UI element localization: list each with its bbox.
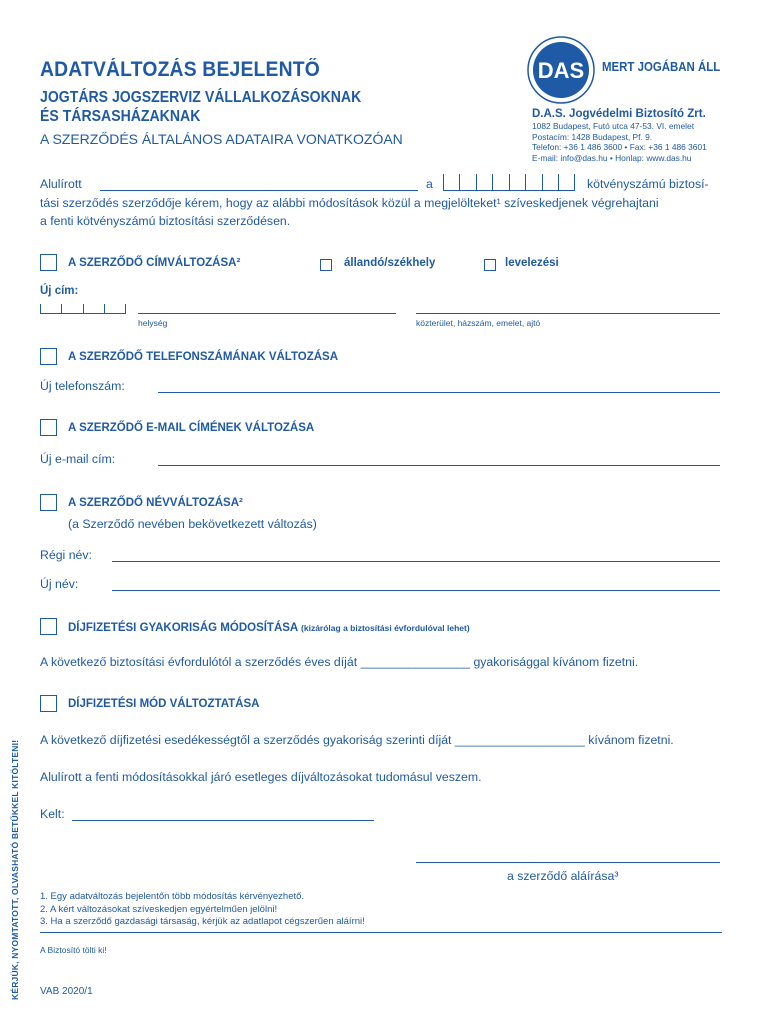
slogan: MERT JOGÁBAN ÁLL: [602, 59, 721, 74]
new-email-input-line[interactable]: [158, 465, 720, 466]
side-instruction: KÉRJÜK, NYOMTATOTT, OLVASHATÓ BETŰKKEL KITÖLTENI!: [10, 739, 20, 1000]
address-line: 1082 Budapest, Futó utca 47-53. VI. emelet: [532, 121, 695, 131]
address-line: Telefon: +36 1 486 3600 • Fax: +36 1 486 3601: [532, 142, 707, 153]
dated-label: Kelt:: [40, 807, 65, 821]
signature-line[interactable]: [416, 862, 720, 863]
email-change-label: A SZERZŐDŐ E-MAIL CÍMÉNEK VÁLTOZÁSA: [68, 422, 315, 434]
payment-method-label: DÍJFIZETÉSI MÓD VÁLTOZTATÁSA: [68, 698, 260, 710]
mailing-address-label: levelezési: [505, 257, 559, 269]
street-caption: közterület, házszám, emelet, ajtó: [416, 318, 541, 328]
email-change-checkbox[interactable]: [40, 419, 57, 436]
footnote: 2. A kért változásokat szíveskedjen egyértelműen jelölni!: [40, 903, 278, 915]
new-phone-input-line[interactable]: [158, 392, 720, 393]
phone-change-label: A SZERZŐDŐ TELEFONSZÁMÁNAK VÁLTOZÁSA: [68, 351, 339, 363]
frequency-text-b: gyakorisággal kívánom fizetni.: [473, 655, 639, 669]
subtitle-line3: A SZERZŐDÉS ÁLTALÁNOS ADATAIRA VONATKOZÓAN: [40, 131, 403, 147]
logo-text: DAS: [537, 58, 585, 83]
old-name-input-line[interactable]: [112, 561, 720, 562]
method-text-a: A következő díjfizetési esedékességtől a szerződés gyakoriság szerinti díját: [40, 733, 452, 747]
new-address-label: Új cím:: [40, 285, 79, 297]
footer-divider: [40, 932, 722, 933]
permanent-address-checkbox[interactable]: [320, 259, 332, 271]
address-line: Postacím: 1428 Budapest, Pf. 9.: [532, 131, 653, 142]
company-name: D.A.S. Jogvédelmi Biztosító Zrt.: [532, 108, 706, 120]
signature-caption: a szerződő aláírása³: [507, 869, 619, 883]
payment-method-text: [40, 731, 674, 750]
name-change-label: A SZERZŐDŐ NÉVVÁLTOZÁSA²: [68, 497, 243, 509]
intro-line2: tási szerződés szerződője kérem, hogy az alábbi módosítások közül a megjelölteket¹ szíveskedjenek végrehajtani: [40, 196, 659, 210]
new-name-input-line[interactable]: [112, 590, 720, 591]
new-name-label: Új név:: [40, 577, 79, 591]
company-address: [532, 121, 707, 163]
method-text-b: kívánom fizetni.: [588, 733, 674, 747]
frequency-text-a: A következő biztosítási évfordulótól a szerződés éves díját: [40, 655, 358, 669]
frequency-change-note: (kizárólag a biztosítási évfordulóval lehet): [301, 623, 470, 633]
old-name-label: Régi név:: [40, 548, 92, 562]
dated-input-line[interactable]: [72, 820, 374, 821]
footnote: 3. Ha a szerződő gazdasági társaság, kérjük az adatlapot cégszerűen aláírni!: [40, 916, 365, 927]
form-title: ADATVÁLTOZÁS BEJELENTŐ: [40, 58, 320, 81]
frequency-change-text: [40, 653, 638, 672]
mailing-address-checkbox[interactable]: [484, 259, 496, 271]
policy-number-boxes[interactable]: [443, 174, 575, 191]
intro-suffix: kötvényszámú biztosí-: [587, 177, 709, 191]
acknowledgement-text: Alulírott a fenti módosításokkal járó esetleges díjváltozásokat tudomásul veszem.: [40, 770, 482, 784]
address-line: E-mail: info@das.hu • Honlap: www.das.hu: [532, 152, 692, 163]
payment-method-checkbox[interactable]: [40, 695, 57, 712]
zip-code-boxes[interactable]: [40, 304, 126, 314]
frequency-change-checkbox[interactable]: [40, 618, 57, 635]
frequency-change-title: DÍJFIZETÉSI GYAKORISÁG MÓDOSÍTÁSA: [68, 622, 298, 634]
method-blank[interactable]: ___________________: [454, 733, 585, 747]
name-input-line[interactable]: [100, 190, 418, 191]
intro-a: a: [426, 177, 433, 191]
name-change-checkbox[interactable]: [40, 494, 57, 511]
insurer-fills-note: A Biztosító tölti ki!: [40, 945, 107, 955]
name-change-note: (a Szerződő nevében bekövetkezett változás): [68, 517, 317, 531]
address-change-checkbox[interactable]: [40, 254, 57, 271]
footnote: 1. Egy adatváltozás bejelentőn több módosítás kérvényezhető.: [40, 891, 305, 902]
new-phone-label: Új telefonszám:: [40, 379, 125, 393]
intro-line3: a fenti kötvényszámú biztosítási szerződésen.: [40, 214, 291, 228]
subtitle-line2: ÉS TÁRSASHÁZAKNAK: [40, 108, 201, 125]
city-caption: helység: [138, 318, 168, 328]
footnotes: [40, 891, 365, 929]
street-input-line[interactable]: [416, 313, 720, 314]
permanent-address-label: állandó/székhely: [344, 257, 436, 269]
frequency-blank[interactable]: ________________: [360, 655, 471, 669]
subtitle-line1: JOGTÁRS JOGSZERVIZ VÁLLALKOZÁSOKNAK: [40, 89, 362, 106]
frequency-change-label: [68, 622, 470, 634]
form-code: VAB 2020/1: [40, 986, 93, 997]
new-email-label: Új e-mail cím:: [40, 452, 116, 466]
city-input-line[interactable]: [138, 313, 396, 314]
intro-prefix: Alulírott: [40, 177, 82, 191]
address-change-label: A SZERZŐDŐ CÍMVÁLTOZÁSA²: [68, 257, 241, 269]
das-logo: [527, 36, 595, 104]
phone-change-checkbox[interactable]: [40, 348, 57, 365]
